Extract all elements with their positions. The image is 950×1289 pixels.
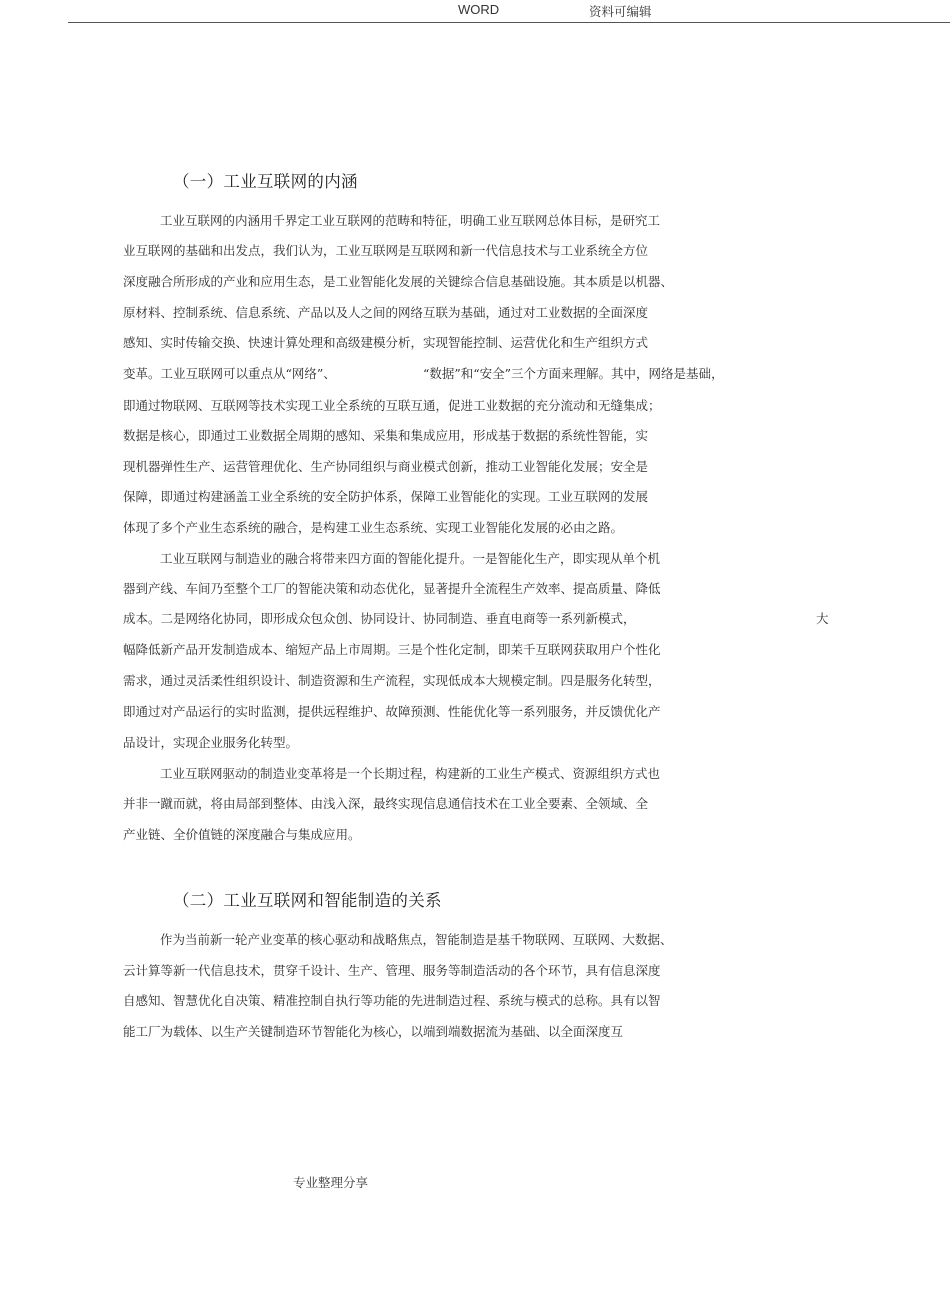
section1-line: “数据”和“安全”三个方面来理解。其中，网络是基础，: [423, 366, 724, 381]
section1-line: 现机器弹性生产、运营管理优化、生产协同组织与商业模式创新，推动工业智能化发展；安全是: [123, 459, 649, 474]
section1-line: 品设计，实现企业服务化转型。: [123, 735, 299, 750]
section1-line: 业互联网的基础和出发点，我们认为，工业互联网是互联网和新一代信息技术与工业系统全方位: [123, 243, 649, 258]
section1-line: 工业互联网与制造业的融合将带来四方面的智能化提升。一是智能化生产，即实现从单个机: [160, 551, 661, 566]
section1-line: 感知、实时传输交换、快速计算处理和高级建模分析，实现智能控制、运营优化和生产组织方式: [123, 335, 649, 350]
section2-heading: （二）工业互联网和智能制造的关系: [173, 891, 442, 910]
section1-line: 需求，通过灵活柔性组织设计、制造资源和生产流程，实现低成本大规模定制。四是服务化转型，: [123, 673, 661, 688]
section1-line: 体现了多个产业生态系统的融合，是构建工业生态系统、实现工业智能化发展的必由之路。: [123, 520, 624, 535]
section1-line: 深度融合所形成的产业和应用生态，是工业智能化发展的关键综合信息基础设施。其本质是以机器、: [123, 274, 674, 289]
section1-line: 大: [816, 611, 829, 626]
section2-line: 自感知、智慧优化自决策、精准控制自执行等功能的先进制造过程、系统与模式的总称。具有以智: [123, 993, 661, 1008]
section2-line: 能工厂为载体、以生产关键制造环节智能化为核心，以端到端数据流为基础、以全面深度互: [123, 1024, 624, 1039]
section2-line: 云计算等新一代信息技术，贯穿千设计、生产、管理、服务等制造活动的各个环节，具有信息深度: [123, 963, 661, 978]
section1-line: 保障，即通过构建涵盖工业全系统的安全防护体系，保障工业智能化的实现。工业互联网的发展: [123, 489, 649, 504]
header-rule: [68, 22, 950, 23]
section1-line: 并非一蹴而就，将由局部到整体、由浅入深，最终实现信息通信技术在工业全要素、全领域、全: [123, 796, 649, 811]
section1-line: 幅降低新产品开发制造成本、缩短产品上市周期。三是个性化定制，即苿千互联网获取用户个性化: [123, 642, 661, 657]
section1-line: 成本。二是网络化协同，即形成众包众创、协同设计、协同制造、垂直电商等一系列新模式，: [123, 611, 636, 626]
section1-line: 即通过对产品运行的实时监测，提供远程维护、故障预测、性能优化等一系列服务，并反馈优化产: [123, 704, 661, 719]
footer-text: 专业整理分享: [293, 1175, 369, 1190]
section1-line: 工业互联网的内涵用千界定工业互联网的范畴和特征，明确工业互联网总体目标，是研究工: [160, 213, 661, 228]
section1-line: 原材料、控制系统、信息系统、产品以及人之间的网络互联为基础，通过对工业数据的全面深度: [123, 305, 649, 320]
header-editable-label: 资料可编辑: [589, 4, 652, 19]
header-word-label: WORD: [458, 2, 500, 17]
section2-line: 作为当前新一轮产业变革的核心驱动和战略焦点，智能制造是基千物联网、互联网、大数据、: [160, 932, 673, 947]
section1-line: 变革。工业互联网可以重点从“网络”、: [123, 366, 336, 381]
section1-line: 工业互联网驱动的制造业变革将是一个长期过程，构建新的工业生产模式、资源组织方式也: [160, 766, 661, 781]
section1-line: 产业链、全价值链的深度融合与集成应用。: [123, 827, 361, 842]
section1-line: 即通过物联网、互联网等技术实现工业全系统的互联互通，促进工业数据的充分流动和无缝集成；: [123, 398, 661, 413]
section1-line: 数据是核心，即通过工业数据全周期的感知、采集和集成应用，形成基于数据的系统性智能，实: [123, 428, 649, 443]
section1-line: 器到产线、车间乃至整个工厂的智能决策和动态优化，显著提升全流程生产效率、提高质量、降低: [123, 581, 661, 596]
section1-heading: （一）工业互联网的内涵: [173, 172, 358, 191]
